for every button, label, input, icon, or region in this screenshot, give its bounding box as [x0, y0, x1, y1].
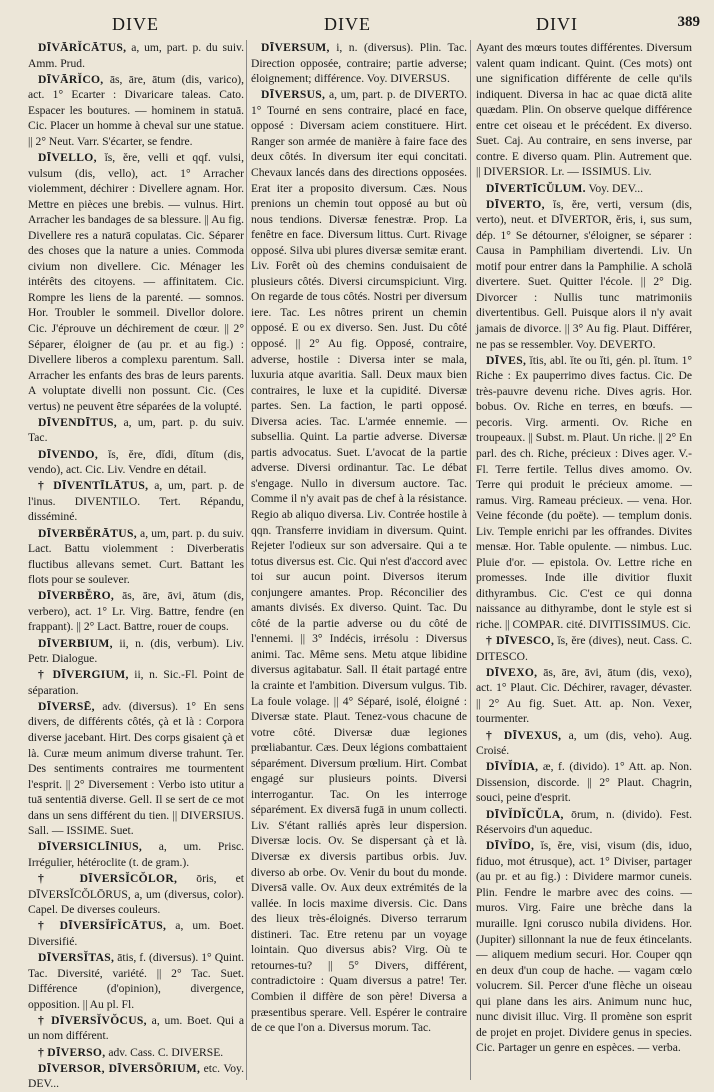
- entry-definition: etc. Voy. DEV...: [28, 1061, 244, 1091]
- dictionary-entry: [28, 1061, 244, 1092]
- entry-headword: † DĪVERSĬCŎLOR,: [38, 872, 178, 886]
- entry-definition: a, um, part. p. du suiv. Tac.: [28, 415, 245, 445]
- entry-definition: Ayant des mœurs toutes différentes. Diversum valent quam indicant. Quint. (Ces mots) ont une signification différente de celle qu'ils indiquent. Diversa in hac ac quae dictā alite quædam. Plin. On observe quelque différence entre cet oiseau et le précédent. Ex diverso. Suet. Caj. Au contraire, en sens inverse, par contre. E diverso quam. Plin. Autrement que. || DIVERSIOR. Lr. — ISSIMUS. Liv.: [476, 41, 692, 179]
- column-2: [251, 40, 467, 1080]
- entry-headword: DĪVERBĔRĀTUS,: [38, 526, 137, 540]
- column-3: [476, 40, 692, 1080]
- dictionary-entry: [28, 40, 244, 71]
- entry-headword: DĪVERSOR, DĪVERSŌRIUM,: [38, 1061, 201, 1075]
- entry-headword: DĪVĀRĬCO,: [38, 72, 104, 86]
- entry-headword: DĪVENDO,: [38, 447, 99, 461]
- dictionary-entry: [28, 415, 244, 446]
- entry-definition: ĭtis, abl. ĭte ou ĭti, gén. pl. ĭtum. 1° Riche : Ex pauperrimo dives factus. Cic. De très-pauvre devenu riche. Dives agris. Hor. bobus. Ov. Riche en terres, en bœufs. — pecoris. Virg. armenti. Ov. Riche en troupeaux. || Subst. m. Plaut. Un riche. || 2° En parl. des ch. Riche, précieux : Dives ager. V.-Fl. Terre fertile. Tellus dives amomo. Ov. Terre qui produit le précieux amome. — ramus. Virg. Rameau précieux. — vena. Hor. Veine féconde (du poëte). — templum donis. Liv. Temple enrichi par les offrandes. Divites mensæ. Hor. Table opulente. — nimbus. Luc. Pluie d'or. — epistola. Ov. Lettre riche en promesses. Inde ille divitior fluxit dithyrambus. Cic. C'est ce qui donna naissance au dithyrambe, dont le style est si riche. || COMPAR. cité. DIVITISSIMUS. Cic.: [476, 353, 692, 632]
- entry-definition: ōris, et DĪVERSĬCŎLŌRUS, a, um (diversus, color). Capel. De diverses couleurs.: [28, 872, 244, 917]
- page-number: 389: [677, 14, 700, 30]
- entry-definition: ĭs, ĕre, verti, versum (dis, verto), neut. et DĪVERTOR, ĕris, i, sus sum, dép. 1° Se détourner, s'éloigner, se séparer : Causa in Pamphiliam divertendi. Liv. Un motif pour entrer dans la Pamphilie. A scholā divertere. Suet. Quitter l'école. || 2° Dig. Divorcer : Nullis tunc matrimoniis divertentibus. Gell. Puisque alors il n'y avait jamais de divorce. || 3° Au fig. Plaut. Différer, ne pas se ressembler. Voy. DEVERTO.: [476, 197, 693, 351]
- entry-definition: ĭs, ĕre, dĭdi, dĭtum (dis, vendo), act. Cic. Liv. Vendre en détail.: [28, 447, 244, 477]
- dictionary-entry: [28, 150, 244, 414]
- entry-headword: DĪVELLO,: [38, 151, 97, 165]
- dictionary-entry: [251, 40, 467, 87]
- entry-definition: ās, āre, ātum (dis, varico), act. 1° Ecarter : Divaricare taleas. Cato. Espacer les boutures. — hominem in statuā. Cic. Placer un homme à cheval sur une statue. || 2° Neut. Varr. S'écarter, se fendre.: [28, 72, 244, 148]
- header-left-guide-word: DIVE: [112, 14, 159, 34]
- entry-headword: DĪVES,: [486, 353, 527, 367]
- dictionary-entry: [476, 181, 692, 197]
- dictionary-entry: [476, 838, 692, 1056]
- dictionary-entry: [476, 197, 692, 352]
- dictionary-entry: [28, 918, 244, 949]
- entry-definition: a, um. Prisc. Irrégulier, hétéroclite (t. de gram.).: [28, 840, 244, 869]
- entry-headword: DĪVERSICLĪNIUS,: [38, 840, 143, 854]
- entry-headword: † DĪVERSO,: [38, 1045, 106, 1059]
- dictionary-entry: [476, 40, 692, 180]
- entry-headword: DĪVERBIUM,: [38, 636, 113, 650]
- dictionary-entry: [28, 1045, 244, 1061]
- running-header: [24, 6, 704, 34]
- entry-definition: a, um, part. p. du suiv. Lact. Battu violemment : Diverberatis fluctibus allevans semet. Curt. Battant les flots pour se soulever.: [28, 526, 244, 587]
- dictionary-entry: [476, 807, 692, 838]
- entry-definition: a, um. Boet. Qui a un nom différent.: [28, 1013, 245, 1043]
- dictionary-entry: [476, 728, 692, 759]
- dictionary-entry: [28, 667, 244, 698]
- entry-headword: DĪVĬDĬCŬLA,: [486, 807, 564, 821]
- entry-definition: a, um. Boet. Diversifié.: [28, 919, 244, 948]
- column-1: [28, 40, 245, 1091]
- dictionary-entry: [476, 353, 692, 633]
- entry-headword: DĪVERSĒ,: [38, 699, 95, 713]
- entry-definition: ĭs, ĕre (dives), neut. Cass. C. DITESCO.: [476, 634, 692, 663]
- entry-definition: i, n. (diversus). Plin. Tac. Direction opposée, contraire; partie adverse; éloignement; différence. Voy. DIVERSUS.: [251, 41, 467, 86]
- entry-definition: a, um, part. p. de DIVERTO. 1° Tourné en sens contraire, placé en face, opposé : Diversam aciem constituere. Hirt. Ranger son armée de manière à faire face des deux côtés. In diversum iter equi concitati. Chevaux lancés dans des directions opposées. Erat iter a proposito diversum. Cæs. Nous prenions un chemin tout opposé au but où nous tendions. Diversæ fenestræ. Prop. La fenêtre en face. Diversum littus. Curt. Rivage opposé. Silva ubi plures diversæ semitæ erant. Liv. Forêt où des chemins conduisaient de plusieurs côtés. Diversi circumspiciunt. Virg. On regarde de tous côtés. Nostri per diversum iere. Tac. Les nôtres prirent un chemin opposé. E ou ex diverso. Sen. Just. Du côté opposé. || 2° Au fig. Opposé, contraire, adverse, hostile : Diversa inter se mala, luxuria atque avaritia. Sall. Deux maux bien contraires, le luxe et la cupidité. Diversæ partes. Sen. La faction, le parti opposé. Diversa acies. Tac. L'armée ennemie. — subsellia. Quint. La partie adverse. Diversæ partis advocatus. Suet. L'avocat de la partie adverse. Diversi ordinantur. Tac. Le débat s'engage. Nullo in diversum auctore. Tac. Comme il n'y avait pas de chef à la résistance. Regio ab aliquo diversa. Liv. Contrée hostile à qqn. Transferre invidiam in diversum. Quint. Rejeter l'odieux sur son adversaire. Qui a te totus diversus est. Cic. Qui n'est d'accord avec toi sur aucun point. Diversos iterum conjungere amantes. Prop. Réconcilier des amants divisés. Ex diverso. Quint. Tac. Du côté de la partie adverse ou du côté de l'ennemi. || 3° Indécis, irrésolu : Diversus animi. Tac. Même sens. Metu atque libidine diversus agitabatur. Sall. Il était partagé entre la crainte et l'ambition. Diversum vulgus. Tib. La foule volage. || 4° Séparé, isolé, éloigné : Diversæ state. Plaut. Tenez-vous chacune de votre côté. Diversæ duæ legiones prœliabantur. Cæs. Deux légions combattaient séparément. Diversum prœlium. Hirt. Combat engagé sur plusieurs points. Diversi interrogantur. Tac. On les interroge séparément. Ex diversā fugā in unum collecti. Liv. S'étant ralliés après leur dispersion. Diversæ locis. Ov. Se dispersant çà et là. Diversæ ex diversis partibus orbis. Juv. diverso ab orbe. Ov. Venir du bout du monde. Diversā valle. Ov. Aux deux extrémités de la vallée. In locis maxime diversis. Cic. Dans des lieux très-éloignés. Diverso terrarum distineri. Tac. Etre retenu par un voyage lointain. Quo diversus abis? Virg. Où te retournes-tu? || 5° Divers, différent, contradictoire : Quam diversus a patre! Ter. Combien il diffère de son père! Diversa a præsentibus sperare. Vell. Espérer le contraire de ce que l'on a. Diversus morum. Tac.: [251, 88, 467, 1035]
- header-right-guide-word: DIVI: [536, 14, 578, 34]
- entry-headword: DĪVERSĬTAS,: [38, 951, 115, 965]
- entry-definition: ōrum, n. (divido). Fest. Réservoirs d'un aqueduc.: [476, 807, 692, 837]
- dictionary-entry: [28, 478, 244, 525]
- dictionary-entry: [28, 588, 244, 635]
- entry-headword: † DĪVERSĬFĬCĀTUS,: [38, 919, 167, 933]
- entry-definition: æ, f. (divido). 1° Att. ap. Non. Dissension, discorde. || 2° Plaut. Chagrin, souci, peine d'esprit.: [476, 760, 692, 805]
- entry-definition: a, um, part. p. du suiv. Amm. Prud.: [28, 41, 244, 70]
- dictionary-entry: [28, 699, 244, 839]
- header-middle-guide-word: DIVE: [324, 14, 371, 34]
- entry-headword: † DĪVESCO,: [486, 634, 555, 648]
- entry-headword: DĪVĬDIA,: [486, 760, 539, 774]
- entry-definition: Voy. DEV...: [588, 181, 644, 195]
- dictionary-entry: [251, 87, 467, 1035]
- dictionary-entry: [28, 1013, 244, 1044]
- column-divider: [470, 40, 471, 1080]
- entry-definition: ātis, f. (diversus). 1° Quint. Tac. Diversité, variété. || 2° Tac. Suet. Différence (d'opinion), divergence, opposition. || Au pl. Fl.: [28, 951, 245, 1011]
- entry-headword: † DĪVERGIUM,: [38, 668, 129, 682]
- dictionary-entry: [28, 447, 244, 478]
- column-divider: [246, 40, 247, 1080]
- entry-definition: ās, āre, āvi, ātum (dis, verbero), act. 1° Lr. Virg. Battre, fendre (en frappant). || 2° Lact. Battre, rouer de coups.: [28, 589, 244, 634]
- entry-headword: DĪVĀRĬCĀTUS,: [38, 41, 127, 54]
- entry-headword: DĪVERSUM,: [261, 41, 330, 54]
- dictionary-entry: [476, 633, 692, 664]
- entry-headword: DĪVEXO,: [486, 665, 538, 679]
- entry-headword: † DĪVEXUS,: [486, 728, 562, 742]
- entry-headword: DĪVERTO,: [486, 197, 545, 211]
- entry-headword: DĪVERSUS,: [261, 88, 326, 102]
- dictionary-entry: [28, 839, 244, 870]
- entry-definition: a, um (dis, veho). Aug. Croisé.: [476, 728, 693, 758]
- dictionary-entry: [28, 526, 244, 588]
- entry-definition: adv. Cass. C. DIVERSE.: [108, 1045, 224, 1059]
- dictionary-entry: [476, 665, 692, 727]
- entry-headword: DĪVĬDO,: [486, 839, 535, 853]
- dictionary-entry: [28, 950, 244, 1012]
- entry-definition: ii, n. Sic.-Fl. Point de séparation.: [28, 668, 244, 697]
- dictionary-entry: [476, 759, 692, 806]
- entry-headword: DĪVENDĪTUS,: [38, 415, 117, 429]
- entry-headword: † DĪVERSĬVŎCUS,: [38, 1013, 147, 1027]
- dictionary-entry: [28, 871, 244, 918]
- entry-definition: adv. (diversus). 1° En sens divers, de différents côtés, çà et là : Corpora diverse jacebant. Hirt. Des corps gisaient çà et là. Curæ meum animum diverse trahunt. Ter. Des sentiments contraires me tourmentent l'esprit. || 2° Diversement : Verbo isto utitur a tuā sententiā diverse. Gell. Il se sert de ce mot dans un sens différent du tien. || DIVERSIUS. Sall. — ISSIME. Suet.: [28, 699, 244, 838]
- entry-definition: ĭs, ĕre, visi, visum (dis, iduo, fiduo, mot étrusque), act. 1° Diviser, partager (au pr. et au fig.) : Dividere marmor cuneis. Plin. Fendre le marbre avec des coins. — muros. Virg. Faire une brèche dans la muraille. Igni corusco nubila dividens. Hor. (Jupiter) sillonnant la nue de feux étincelants. — aliquem medium securi. Hor. Couper qqn en deux d'un coup de hache. — vagam cœlo volucrem. Sil. Percer d'une flèche un oiseau qui plane dans les airs. Animum nunc huc, nunc divisit illuc. Virg. Il promène son esprit de projet en projet. Dividere genus in species. Cic. Partager un genre en espèces. — verba.: [476, 839, 692, 1055]
- dictionary-entry: [28, 72, 244, 150]
- entry-headword: DĪVERBĔRO,: [38, 589, 115, 603]
- entry-definition: ii, n. (dis, verbum). Liv. Petr. Dialogue.: [28, 636, 244, 666]
- entry-definition: ĭs, ĕre, velli et qqf. vulsi, vulsum (dis, vello), act. 1° Arracher violemment, déchirer : Divellere agnam. Hor. Mettre en pièces une brebis. — vulnus. Hirt. Arracher les bandages de sa blessure. || Au fig. Divellere res a naturā copulatas. Cic. Séparer des choses que la nature a unies. Commoda civium non divellere. Cic. Ménager les intérêts des citoyens. — affinitatem. Cic. Rompre les liens de la parenté. — somnos. Hor. Troubler le sommeil. Divellor dolore. Cic. J'éprouve un déchirement de cœur. || 2° Séparer, éloigner de (au pr. et au fig.) : Divellere liberos a complexu parentum. Sall. Arracher les enfants des bras de leurs parents. A voluptate divelli non possunt. Cic. (Ces vertus) ne peuvent être séparées de la volupté.: [28, 151, 244, 413]
- dictionary-entry: [28, 636, 244, 667]
- entry-headword: † DĪVENTĪLĀTUS,: [38, 479, 149, 493]
- entry-definition: ās, āre, āvi, ātum (dis, vexo), act. 1° Plaut. Cic. Déchirer, ravager, dévaster. || 2° Au fig. Suet. Att. ap. Non. Vexer, tourmenter.: [476, 665, 692, 726]
- entry-definition: a, um, part. p. de l'inus. DIVENTILO. Tert. Répandu, disséminé.: [28, 479, 244, 524]
- entry-headword: DĪVERTĪCŬLUM.: [486, 181, 586, 195]
